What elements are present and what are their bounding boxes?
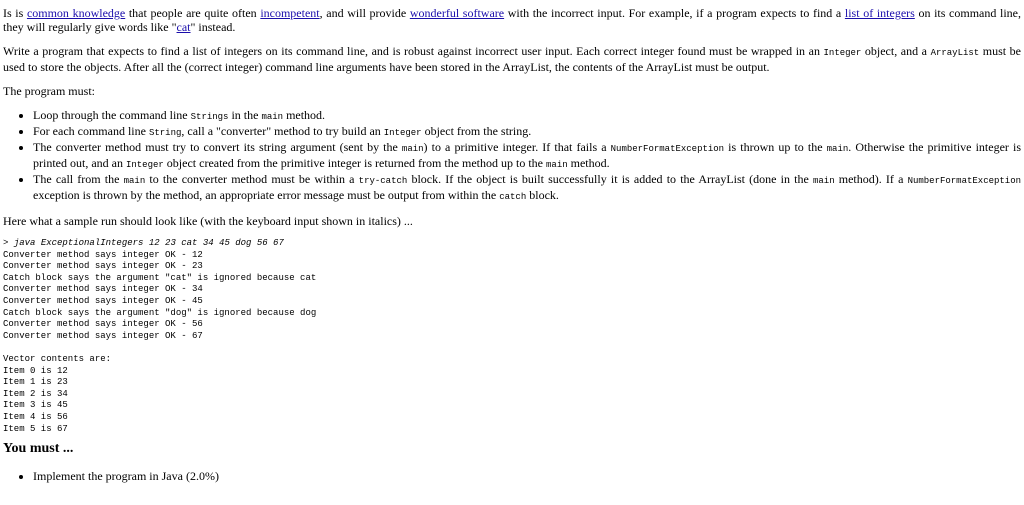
list-item: • Implement the program in Java (2.0%): [33, 469, 1021, 483]
link-common-knowledge[interactable]: common knowledge: [26, 6, 126, 20]
link-cat[interactable]: cat: [176, 20, 191, 34]
sample-intro: Here what a sample run should look like (with the keyboard input shown in italics) ...: [3, 214, 413, 228]
must-heading: The program must:: [3, 84, 95, 98]
list-item: • The call from the main to the converter method must be within a try-catch block. If the object is built successfully it is added to the ArrayList (done in the main method). If a NumberFormatException exception is thrown by the method, an appropriate error message must be output from within the catch block.: [33, 172, 1021, 204]
link-incompetent[interactable]: incompetent: [260, 6, 320, 20]
intro-text: that people are quite often: [125, 6, 261, 20]
requirements-paragraph: [3, 44, 1021, 74]
you-must-heading: You must ...: [3, 441, 74, 457]
you-must-list: [3, 469, 1021, 483]
link-list-of-integers[interactable]: list of integers: [844, 6, 915, 20]
prompt-symbol: >: [3, 238, 14, 248]
para-text: must be used to store the objects. After all the (correct integer) command line arguments have been stored in the ArrayList, the contents of the ArrayList must be output.: [3, 44, 1021, 74]
requirements-list: [3, 108, 1021, 204]
para-text: Write a program that expects to find a list of integers on its command line, and is robust against incorrect user input. Each correct integer found must be wrapped in an: [3, 44, 824, 58]
intro-paragraph: [3, 6, 1021, 34]
sample-output: [3, 238, 1021, 435]
intro-text: on its command line, they will regularly give words like ": [3, 6, 1021, 34]
link-wonderful-software[interactable]: wonderful software: [409, 6, 505, 20]
intro-text: Is is: [3, 6, 27, 20]
sample-command: java ExceptionalIntegers 12 23 cat 34 45 dog 56 67: [13, 238, 284, 248]
intro-text: , and will provide: [319, 6, 410, 20]
intro-text: " instead.: [190, 20, 236, 34]
converter-output: Converter method says integer OK - 12 Converter method says integer OK - 23 Catch block says the argument "cat" is ignored because cat Converter method says integer OK - 34 Converter method says integer OK - 45 Catch block says the argument "dog" is ignored because dog Converter method says integer OK - 56 Converter method says integer OK - 67: [3, 249, 317, 341]
list-item: • The converter method must try to convert its string argument (sent by the main) to a primitive integer. If that fails a NumberFormatException is thrown up to the main. Otherwise the primitive integer is printed out, and an Integer object created from the primitive integer is returned from the method up to the main method.: [33, 140, 1021, 172]
list-item: • Loop through the command line Strings in the main method.: [33, 108, 1021, 124]
intro-text: with the incorrect input. For example, if a program expects to find a: [504, 6, 845, 20]
para-text: object, and a: [861, 44, 931, 58]
inline-code: Integer: [823, 48, 862, 58]
inline-code: ArrayList: [930, 48, 980, 58]
vector-output: Vector contents are: Item 0 is 12 Item 1 is 23 Item 2 is 34 Item 3 is 45 Item 4 is 56 Item 5 is 67: [3, 353, 112, 434]
list-item: • For each command line String, call a "converter" method to try build an Integer object from the string.: [33, 124, 1021, 140]
